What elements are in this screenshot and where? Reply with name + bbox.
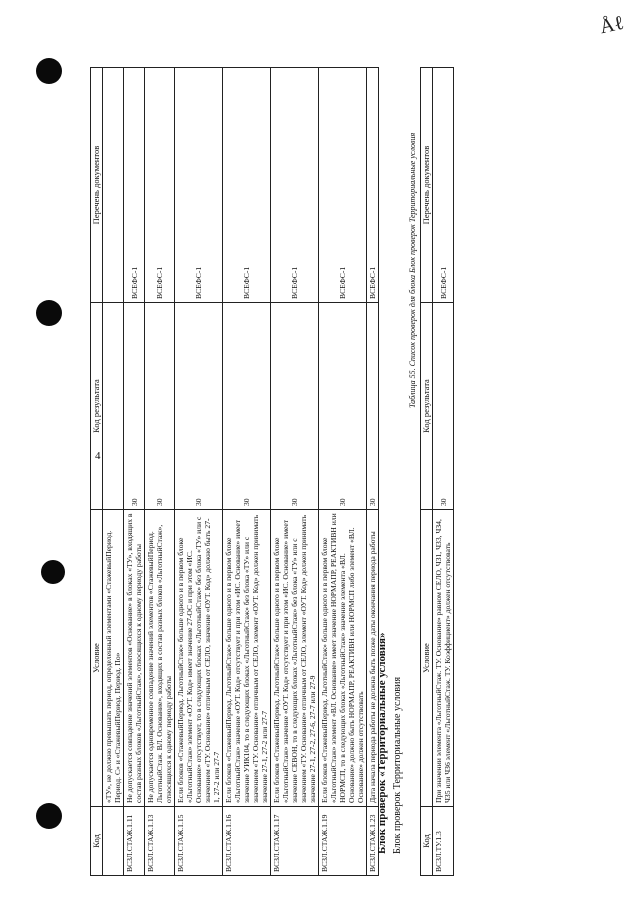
cell-condition: Дата начала периода работы не должна быть позже даты окончания периода работы bbox=[367, 510, 379, 807]
cell-code: ВСЗЛ.СТАЖ.1.17 bbox=[271, 807, 319, 876]
cell-code: ВСЗЛ.ТУ.1.3 bbox=[433, 807, 454, 876]
cell-result: 30 bbox=[175, 303, 223, 510]
table-row bbox=[124, 68, 145, 876]
page-number: 4 bbox=[95, 450, 101, 462]
cell-result: 30 bbox=[433, 303, 454, 510]
cell-docs: ВСЕФС-1 bbox=[319, 68, 367, 303]
cell-condition: Если блоков «СтажевыйПериод. ЛьготныйСтаж» больше одного и в первом блоке «ЛьготныйСтаж» элемент «ВЛ. Основание» имеет значение НОРМАПР, РЕАКТИВН или НОРМСП, то в следующих блоках «ЛьготныйСтаж» значение элемента «ВЛ. Основание» должно быть НОРМАПР, РЕАКТИВН или НОРМСП либо элемент «ВЛ. Основание» должен отсутствовать bbox=[319, 510, 367, 807]
cell-code: ВСЗЛ.СТАЖ.1.13 bbox=[145, 807, 175, 876]
cell-code: ВСЗЛ.СТАЖ.1.19 bbox=[319, 807, 367, 876]
section-title: Блок проверок «Территориальные условия» bbox=[376, 632, 388, 854]
table-row bbox=[103, 68, 124, 876]
cell-code: ВСЗЛ.СТАЖ.1.23 bbox=[367, 807, 379, 876]
table-row bbox=[223, 68, 271, 876]
header-code: Код bbox=[421, 807, 433, 876]
territorial-checks-table bbox=[420, 67, 454, 876]
cell-docs: ВСЕФС-1 bbox=[124, 68, 145, 303]
table-row bbox=[145, 68, 175, 876]
cell-result: 30 bbox=[271, 303, 319, 510]
punch-hole bbox=[36, 803, 62, 829]
cell-docs: ВСЕФС-1 bbox=[223, 68, 271, 303]
handwritten-mark: Åℓ bbox=[597, 11, 626, 39]
cell-condition: Если блоков «СтажевыйПериод. ЛьготныйСтаж» больше одного и в первом блоке «ЛьготныйСтаж» значение «ОУТ. Код» отсутствует и при этом «ИС. Основание» имеет значение УИК104, то в следующих блоках «ЛьготныйСтаж» без блока «ТУ» или с значением «ТУ. Основание» отличным от СЕЛО, элемент «ОУТ. Код» должен принимать значение 27-1, 27-2 или 27-7 bbox=[223, 510, 271, 807]
header-docs: Перечень документов bbox=[91, 68, 103, 303]
table-row bbox=[319, 68, 367, 876]
table-row bbox=[175, 68, 223, 876]
header-docs: Перечень документов bbox=[421, 68, 433, 303]
table-row bbox=[433, 68, 454, 876]
cell-result: 30 bbox=[124, 303, 145, 510]
punch-hole bbox=[41, 560, 65, 584]
header-condition: Условие bbox=[91, 510, 103, 807]
cell-result: 30 bbox=[145, 303, 175, 510]
cell-condition: Не допускается одновременное совпадение значений элементов «СтажевыйПериод. ЛьготныйСтаж. ВЛ. Основание», входящих в состав разных блоков «ЛьготныйСтаж», относящихся к одному периоду работы bbox=[145, 510, 175, 807]
cell-docs bbox=[103, 68, 124, 303]
header-result: Код результата bbox=[421, 303, 433, 510]
table-row bbox=[271, 68, 319, 876]
header-code: Код bbox=[91, 807, 103, 876]
header-result: Код результата bbox=[91, 303, 103, 510]
table-caption: Таблица 55. Список проверок для блока Блок проверок Территориальные условия bbox=[408, 132, 417, 408]
cell-result: 30 bbox=[319, 303, 367, 510]
punch-hole bbox=[36, 300, 62, 326]
cell-result bbox=[103, 303, 124, 510]
rotated-page-content bbox=[70, 58, 490, 878]
cell-code: ВСЗЛ.СТАЖ.1.15 bbox=[175, 807, 223, 876]
cell-condition: «ТУ», не должно превышать период, определенный элементами «СтажевыйПериод. Период. С» и «СтажевыйПериод. Период. По» bbox=[103, 510, 124, 807]
cell-code: ВСЗЛ.СТАЖ.1.11 bbox=[124, 807, 145, 876]
cell-result: 30 bbox=[223, 303, 271, 510]
cell-condition: Не допускается совпадение значений элементов «Основание» в блоках «ТУ», входящих в состав разных блоков «ЛьготныйСтаж», относящихся к одному периоду работы bbox=[124, 510, 145, 807]
cell-docs: ВСЕФС-1 bbox=[175, 68, 223, 303]
cell-code bbox=[103, 807, 124, 876]
header-condition: Условие bbox=[421, 510, 433, 807]
cell-result: 30 bbox=[367, 303, 379, 510]
cell-docs: ВСЕФС-1 bbox=[145, 68, 175, 303]
cell-code: ВСЗЛ.СТАЖ.1.16 bbox=[223, 807, 271, 876]
checks-table bbox=[90, 67, 379, 876]
cell-condition: При значении элемента «ЛьготныйСтаж. ТУ. Основание» равном СЕЛО, ЧЗ1, ЧЗ3, ЧЗ4, ЧЗ5 или ЧЗ6 элемент «ЛьготныйСтаж. ТУ. Коэффициент» должен отсутствовать bbox=[433, 510, 454, 807]
cell-condition: Если блоков «СтажевыйПериод. ЛьготныйСтаж» больше одного и в первом блоке «ЛьготныйСтаж» значение «ОУТ. Код» отсутствует и при этом «ИС. Основание» имеет значение СЕВОН, то в следующих блоках «ЛьготныйСтаж» без блока «ТУ» или с значением «ТУ. Основание» отличным от СЕЛО, элемент «ОУТ. Код» должен принимать значение 27-1, 27-2, 27-6, 27-7 или 27-9 bbox=[271, 510, 319, 807]
cell-docs: ВСЕФС-1 bbox=[433, 68, 454, 303]
cell-condition: Если блоков «СтажевыйПериод. ЛьготныйСтаж» больше одного и в первом блоке «ЛьготныйСтаж» элемент «ОУТ. Код» имеет значение 27-ОС и при этом «ИС. Основание» отсутствует, то в следующих блоках «ЛьготныйСтаж» без блока «ТУ» или с значением «ТУ. Основание» отличным от СЕЛО, значение «ОУТ. Код» должно быть 27-1, 27-2 или 27-7 bbox=[175, 510, 223, 807]
punch-hole bbox=[36, 58, 62, 84]
cell-docs: ВСЕФС-1 bbox=[271, 68, 319, 303]
section-subtitle: Блок проверок Территориальные условия bbox=[392, 676, 403, 854]
cell-docs: ВСЕФС-1 bbox=[367, 68, 379, 303]
